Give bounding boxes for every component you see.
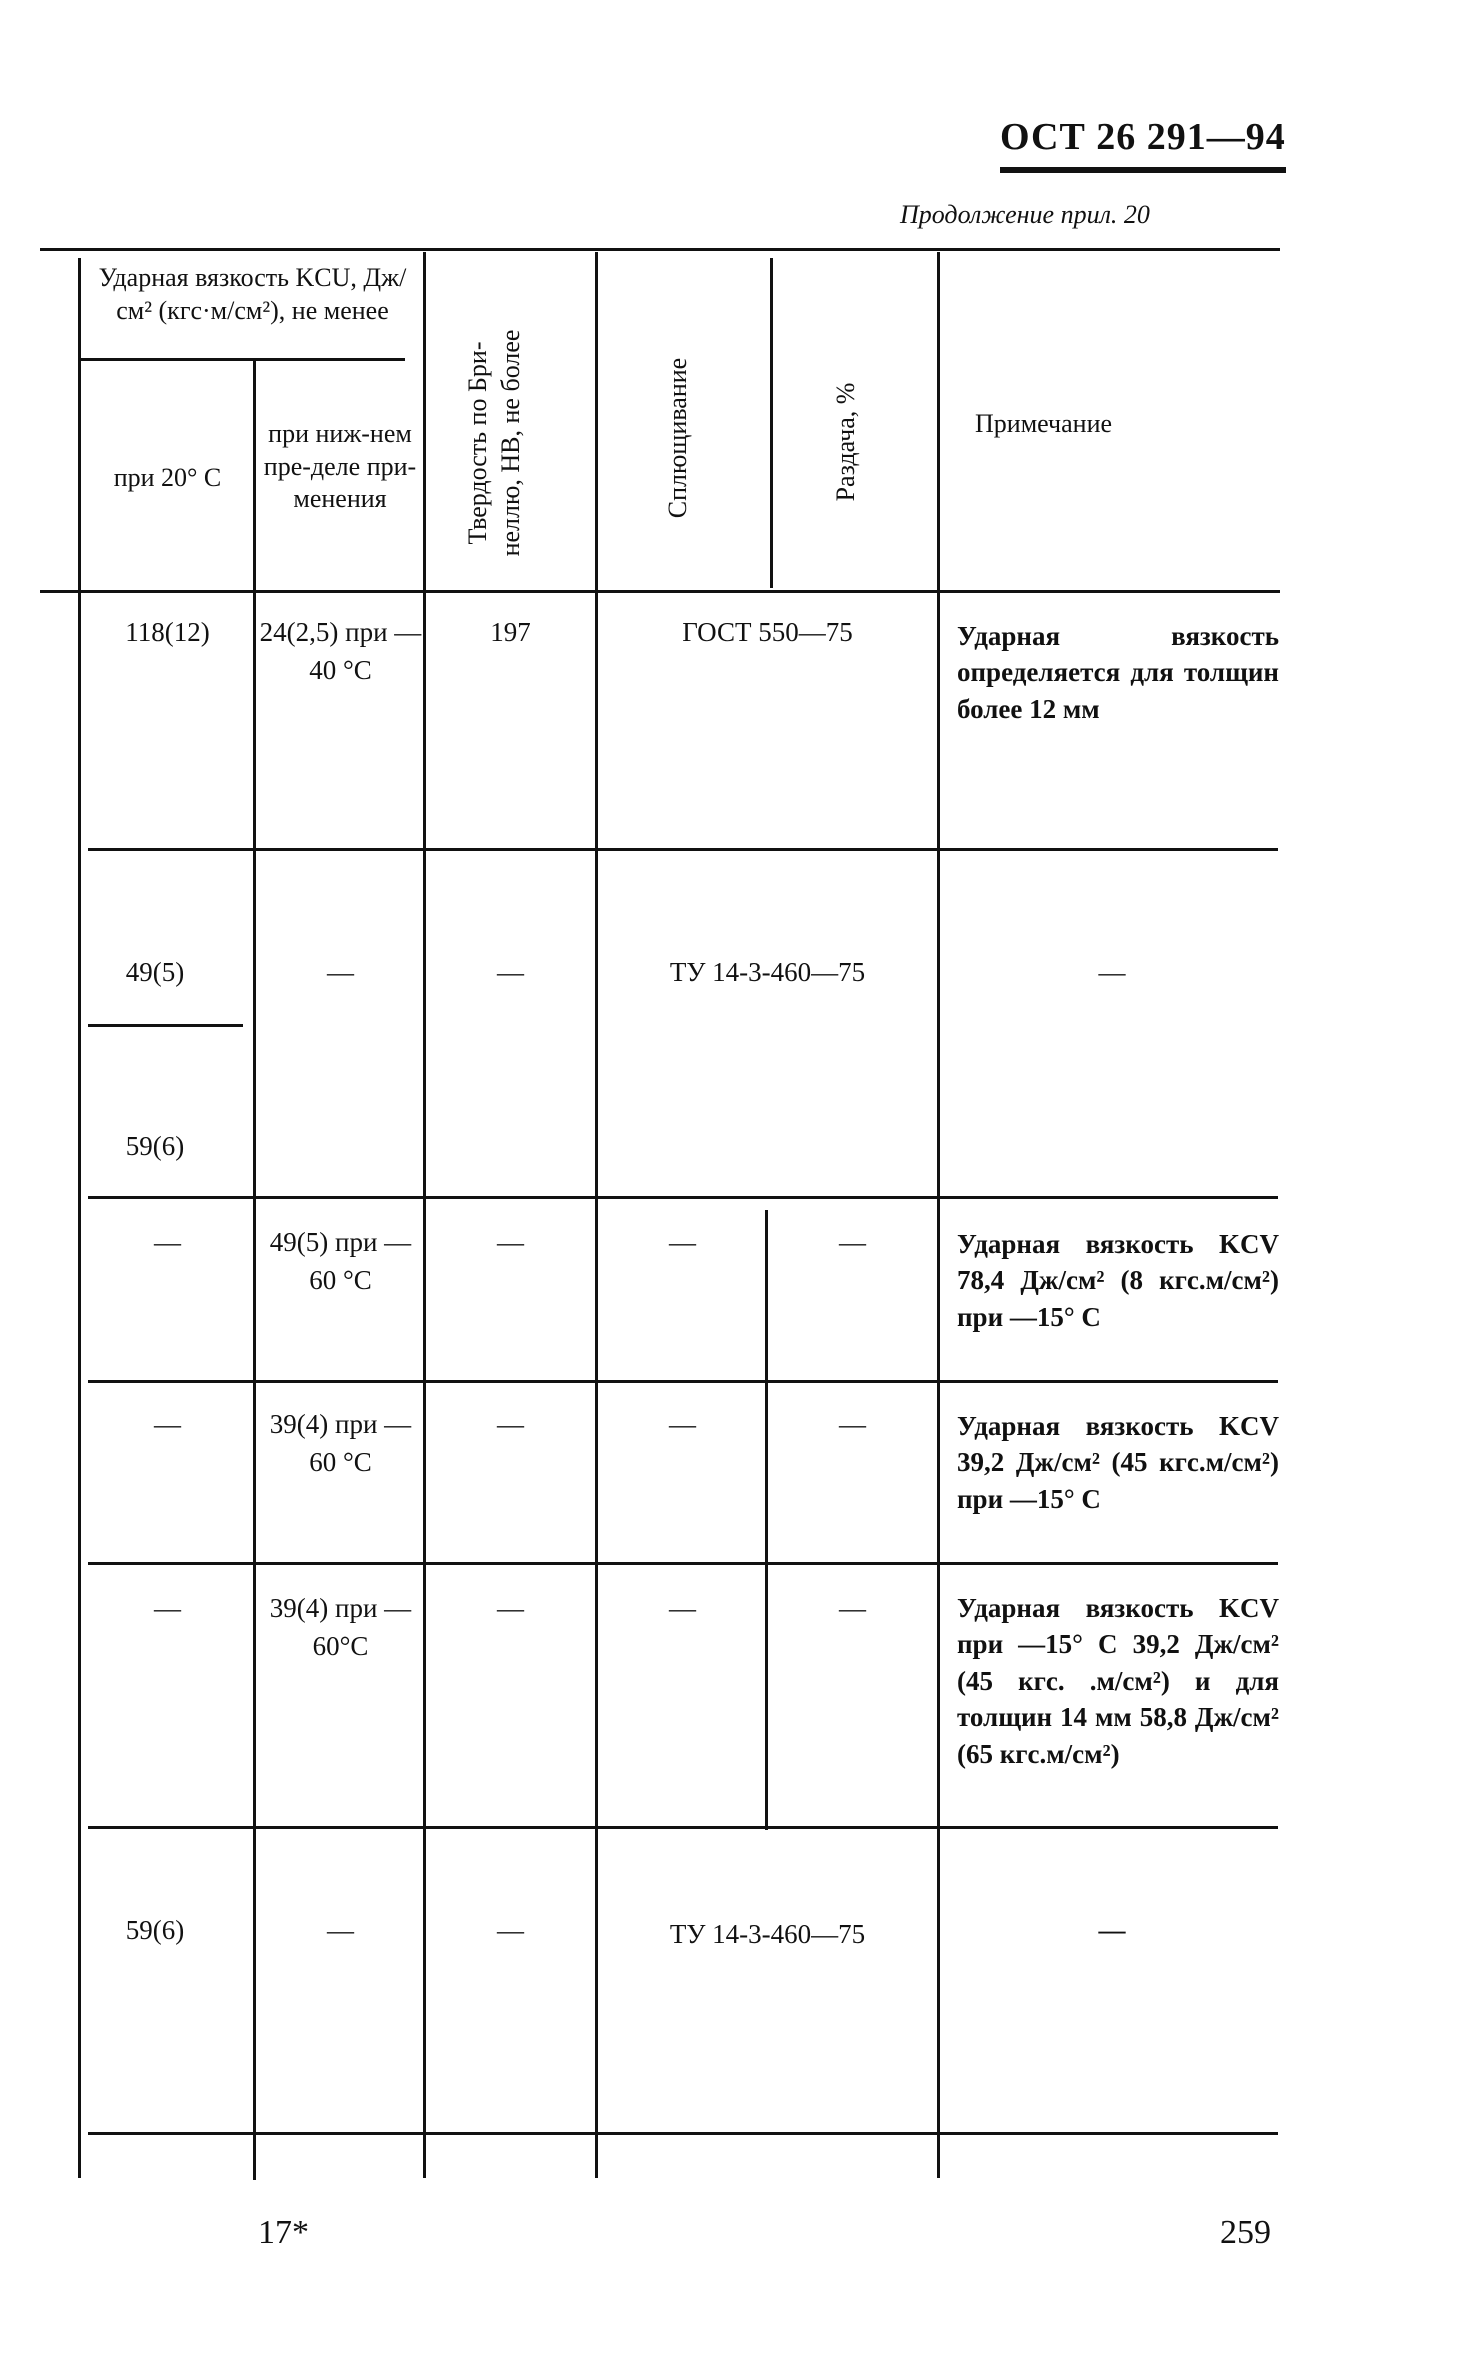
- r3-kcu-20: —: [154, 1227, 181, 1257]
- r5-flaring: —: [839, 1593, 866, 1623]
- r4-hardness: —: [497, 1409, 524, 1439]
- header-flattening-text: Сплющивание: [663, 357, 692, 519]
- signature-mark: 17*: [258, 2214, 309, 2251]
- r4-flattening: —: [669, 1409, 696, 1439]
- r1-kcu-low: 24(2,5) при —40 °С: [259, 617, 422, 685]
- r1-kcu-20: 118(12): [125, 617, 210, 647]
- r6-kcu-20: 59(6): [125, 1915, 185, 1945]
- continuation-label: Продолжение прил. 20: [900, 200, 1150, 229]
- r5-kcu-20: —: [154, 1593, 181, 1623]
- r2-note: —: [1098, 957, 1126, 987]
- document-number: ОСТ 26 291—94: [1000, 115, 1286, 173]
- r1-spec: ГОСТ 550—75: [682, 617, 853, 647]
- r6-kcu-low: —: [327, 1915, 354, 1945]
- r1-note: Ударная вязкость определяется для толщин более 12 мм: [957, 621, 1279, 724]
- header-note: Примечание: [975, 409, 1113, 438]
- header-hardness-text: Твердость по Бри-неллю, НВ, не более: [463, 329, 525, 557]
- r2-kcu-20-b: 59(6): [125, 1131, 185, 1161]
- r1-hardness: 197: [490, 617, 531, 647]
- r5-kcu-low: 39(4) при —60°С: [269, 1593, 412, 1661]
- r6-spec: ТУ 14-3-460—75: [669, 1919, 866, 1949]
- r4-kcu-20: —: [154, 1409, 181, 1439]
- r6-note: —: [1098, 1915, 1126, 1945]
- r4-flaring: —: [839, 1409, 866, 1439]
- r3-hardness: —: [497, 1227, 524, 1257]
- header-impact-group: Ударная вязкость KCU, Дж/см² (кгс·м/см²), не менее: [98, 263, 407, 325]
- r2-spec: ТУ 14-3-460—75: [669, 957, 866, 987]
- r5-hardness: —: [497, 1593, 524, 1623]
- header-flaring-text: Раздача, %: [831, 382, 860, 502]
- r4-kcu-low: 39(4) при —60 °С: [269, 1409, 412, 1477]
- page-number: 259: [1220, 2214, 1271, 2251]
- r6-hardness: —: [497, 1915, 524, 1945]
- header-flattening: [662, 343, 702, 533]
- r2-hardness: —: [497, 957, 524, 987]
- r3-note: Ударная вязкость KCV 78,4 Дж/см² (8 кгс.м/см²) при —15° С: [957, 1229, 1279, 1332]
- r5-note: Ударная вязкость KCV при —15° С 39,2 Дж/см² (45 кгс. .м/см²) и для толщин 14 мм 58,8 Дж/см² (65 кгс.м/см²): [957, 1593, 1279, 1769]
- r2-kcu-low: —: [327, 957, 354, 987]
- r3-kcu-low: 49(5) при —60 °С: [269, 1227, 412, 1295]
- r2-kcu-20-a: 49(5): [125, 957, 185, 987]
- r4-note: Ударная вязкость KCV 39,2 Дж/см² (45 кгс.м/см²) при —15° С: [957, 1411, 1279, 1514]
- r3-flattening: —: [669, 1227, 696, 1257]
- header-flaring: [830, 362, 870, 522]
- r3-flaring: —: [839, 1227, 866, 1257]
- header-at-lower-limit: при ниж-нем пре-деле при-менения: [263, 419, 417, 513]
- header-at-20: при 20° С: [113, 463, 222, 492]
- header-hardness: [462, 328, 552, 558]
- r5-flattening: —: [669, 1593, 696, 1623]
